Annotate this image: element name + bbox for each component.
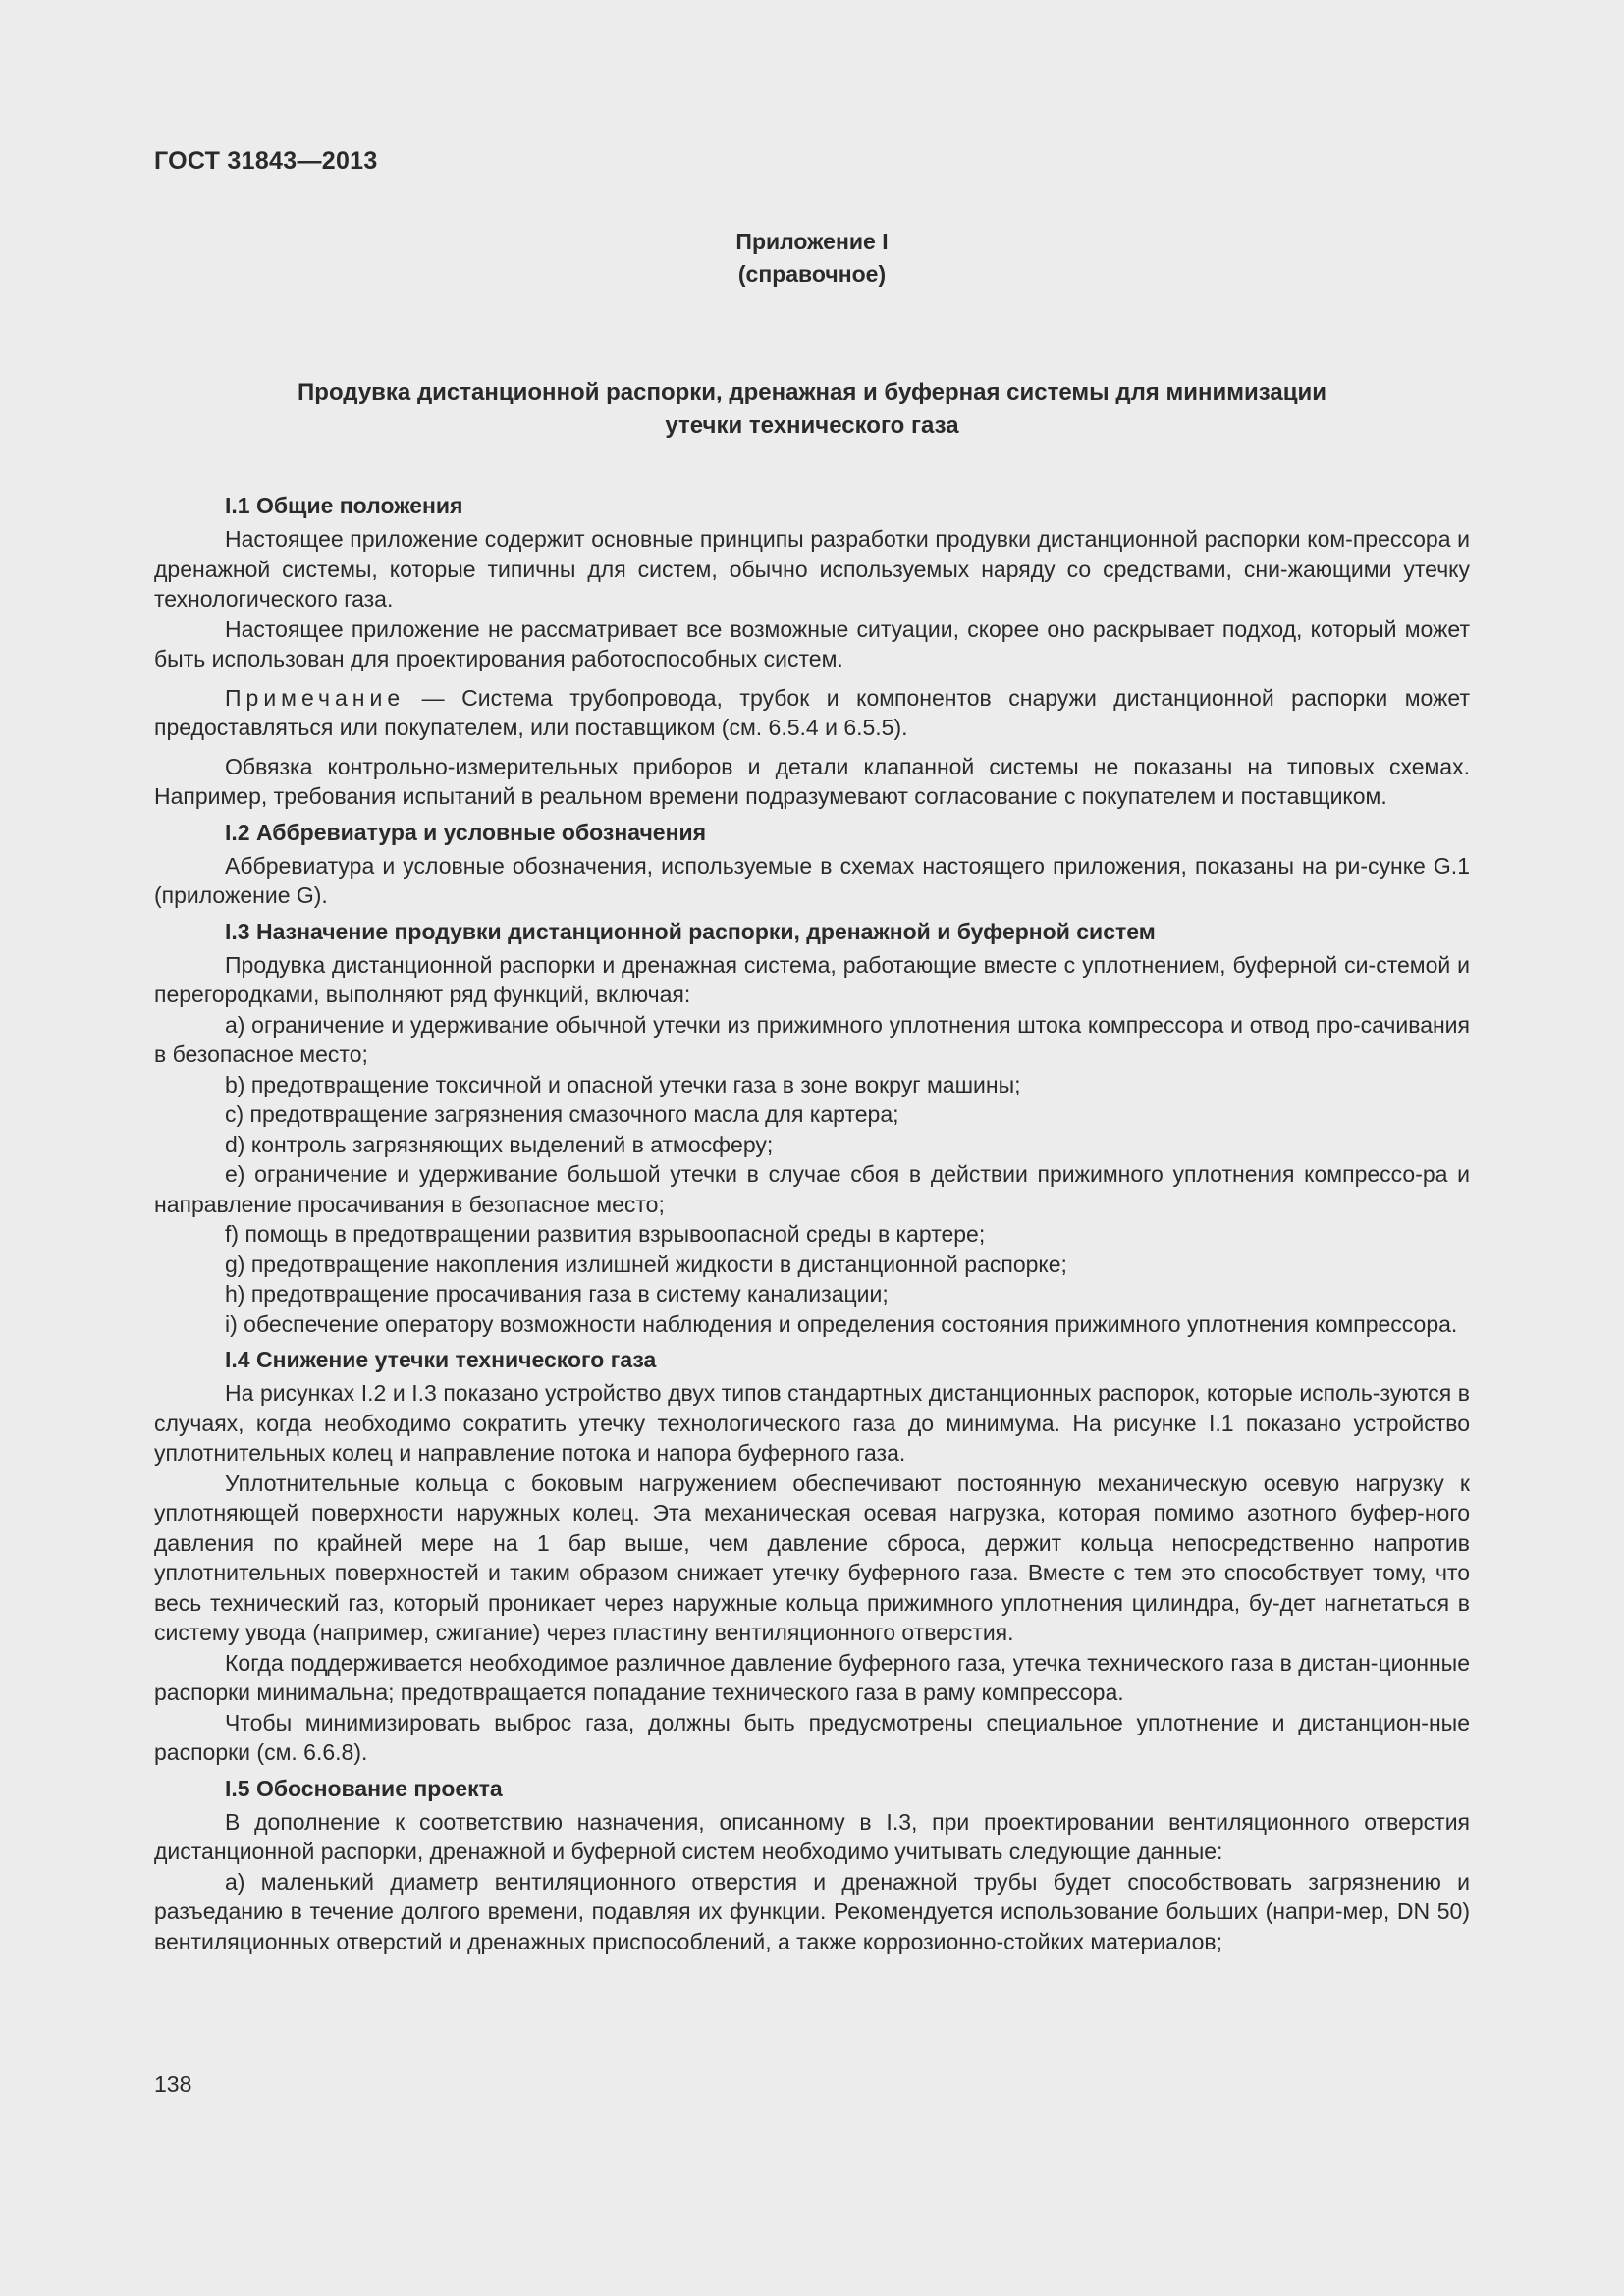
paragraph: Уплотнительные кольца с боковым нагружением обеспечивают постоянную механическую осевую нагрузку к уплотняющей поверхности наружных колец. Эта механическая осевая нагрузка, которая помимо азотного буфер-ного давления по крайней мере на 1 бар выше, чем давление сброса, держит кольца непосредственно напротив уплотнительных поверхностей и таким образом снижает утечку буферного газа. Вместе с тем это способствует тому, что весь технический газ, который проникает через наружные кольца прижимного уплотнения цилиндра, бу-дет нагнетаться в систему увода (например, сжигание) через пластину вентиляционного отверстия. bbox=[154, 1469, 1470, 1645]
section-heading-i3: I.3 Назначение продувки дистанционной распорки, дренажной и буферной систем bbox=[225, 918, 1156, 944]
appendix-type: (справочное) bbox=[737, 261, 887, 287]
appendix-heading bbox=[0, 226, 1624, 291]
section-heading-i1: I.1 Общие положения bbox=[225, 493, 463, 518]
list-item: c) предотвращение загрязнения смазочного масла для картера; bbox=[225, 1101, 899, 1127]
section-heading-i5: I.5 Обоснование проекта bbox=[225, 1775, 503, 1801]
paragraph: Аббревиатура и условные обозначения, используемые в схемах настоящего приложения, показаны на ри-сунке G.1 (приложение G). bbox=[154, 852, 1470, 908]
list-item: i) обеспечение оператору возможности наблюдения и определения состояния прижимного уплотнения компрессора. bbox=[225, 1310, 1458, 1337]
paragraph: Обвязка контрольно-измерительных приборов и детали клапанной системы не показаны на типовых схемах. Например, требования испытаний в реальном времени подразумевают согласование с покупателем и поставщиком. bbox=[154, 753, 1470, 809]
appendix-label: Приложение I bbox=[735, 229, 889, 254]
appendix-title-line-2: утечки технического газа bbox=[665, 412, 959, 439]
section-heading-i2: I.2 Аббревиатура и условные обозначения bbox=[225, 819, 707, 845]
paragraph: Настоящее приложение не рассматривает все возможные ситуации, скорее оно раскрывает подход, который может быть использован для проектирования работоспособных систем. bbox=[154, 615, 1470, 671]
appendix-title-line-1: Продувка дистанционной распорки, дренажная и буферная системы для минимизации bbox=[298, 379, 1326, 405]
list-item: b) предотвращение токсичной и опасной утечки газа в зоне вокруг машины; bbox=[225, 1071, 1021, 1097]
document-code: ГОСТ 31843—2013 bbox=[154, 147, 378, 175]
list-item: h) предотвращение просачивания газа в систему канализации; bbox=[225, 1281, 889, 1307]
page-number: 138 bbox=[154, 2071, 192, 2097]
note-text: — Система трубопровода, трубок и компонентов снаружи дистанционной распорки может предоставляться или покупателем, или поставщиком (см. 6.5.4 и 6.5.5). bbox=[154, 684, 1470, 740]
paragraph: В дополнение к соответствию назначения, описанному в I.3, при проектировании вентиляционного отверстия дистанционной распорки, дренажной и буферной систем необходимо учитывать следующие данные: bbox=[154, 1808, 1470, 1864]
paragraph: Настоящее приложение содержит основные принципы разработки продувки дистанционной распорки ком-прессора и дренажной системы, которые типичны для систем, обычно используемых наряду со средствами, сни-жающими утечку технологического газа. bbox=[154, 526, 1470, 612]
paragraph: На рисунках I.2 и I.3 показано устройство двух типов стандартных дистанционных распорок, которые исполь-зуются в случаях, когда необходимо сократить утечку технологического газа до минимума. На рисунке I.1 показано устройство уплотнительных колец и направление потока и напора буферного газа. bbox=[154, 1380, 1470, 1466]
list-item: a) ограничение и удерживание обычной утечки из прижимного уплотнения штока компрессора и отвод про-сачивания в безопасное место; bbox=[154, 1011, 1470, 1067]
list-item: d) контроль загрязняющих выделений в атмосферу; bbox=[225, 1131, 774, 1157]
document-body bbox=[154, 485, 1470, 1956]
paragraph: Чтобы минимизировать выброс газа, должны быть предусмотрены специальное уплотнение и дистанцион-ные распорки (см. 6.6.8). bbox=[154, 1709, 1470, 1765]
list-item: e) ограничение и удерживание большой утечки в случае сбоя в действии прижимного уплотнения компрессо-ра и направление просачивания в безопасное место; bbox=[154, 1161, 1470, 1217]
list-item: f) помощь в предотвращении развития взрывоопасной среды в картере; bbox=[225, 1221, 986, 1247]
note-label: Примечание bbox=[225, 684, 406, 711]
paragraph: a) маленький диаметр вентиляционного отверстия и дренажной трубы будет способствовать загрязнению и разъеданию в течение долгого времени, подавляя их функции. Рекомендуется использование больших (напри-мер, DN 50) вентиляционных отверстий и дренажных приспособлений, а также коррозионно-стойких материалов; bbox=[154, 1868, 1470, 1954]
paragraph: Продувка дистанционной распорки и дренажная система, работающие вместе с уплотнением, буферной си-стемой и перегородками, выполняют ряд функций, включая: bbox=[154, 951, 1470, 1007]
paragraph: Когда поддерживается необходимое различное давление буферного газа, утечка технического газа в дистан-ционные распорки минимальна; предотвращается попадание технического газа в раму компрессора. bbox=[154, 1649, 1470, 1705]
section-heading-i4: I.4 Снижение утечки технического газа bbox=[225, 1347, 657, 1372]
appendix-title bbox=[154, 376, 1470, 443]
list-item: g) предотвращение накопления излишней жидкости в дистанционной распорке; bbox=[225, 1251, 1067, 1277]
note-paragraph bbox=[154, 683, 1470, 743]
